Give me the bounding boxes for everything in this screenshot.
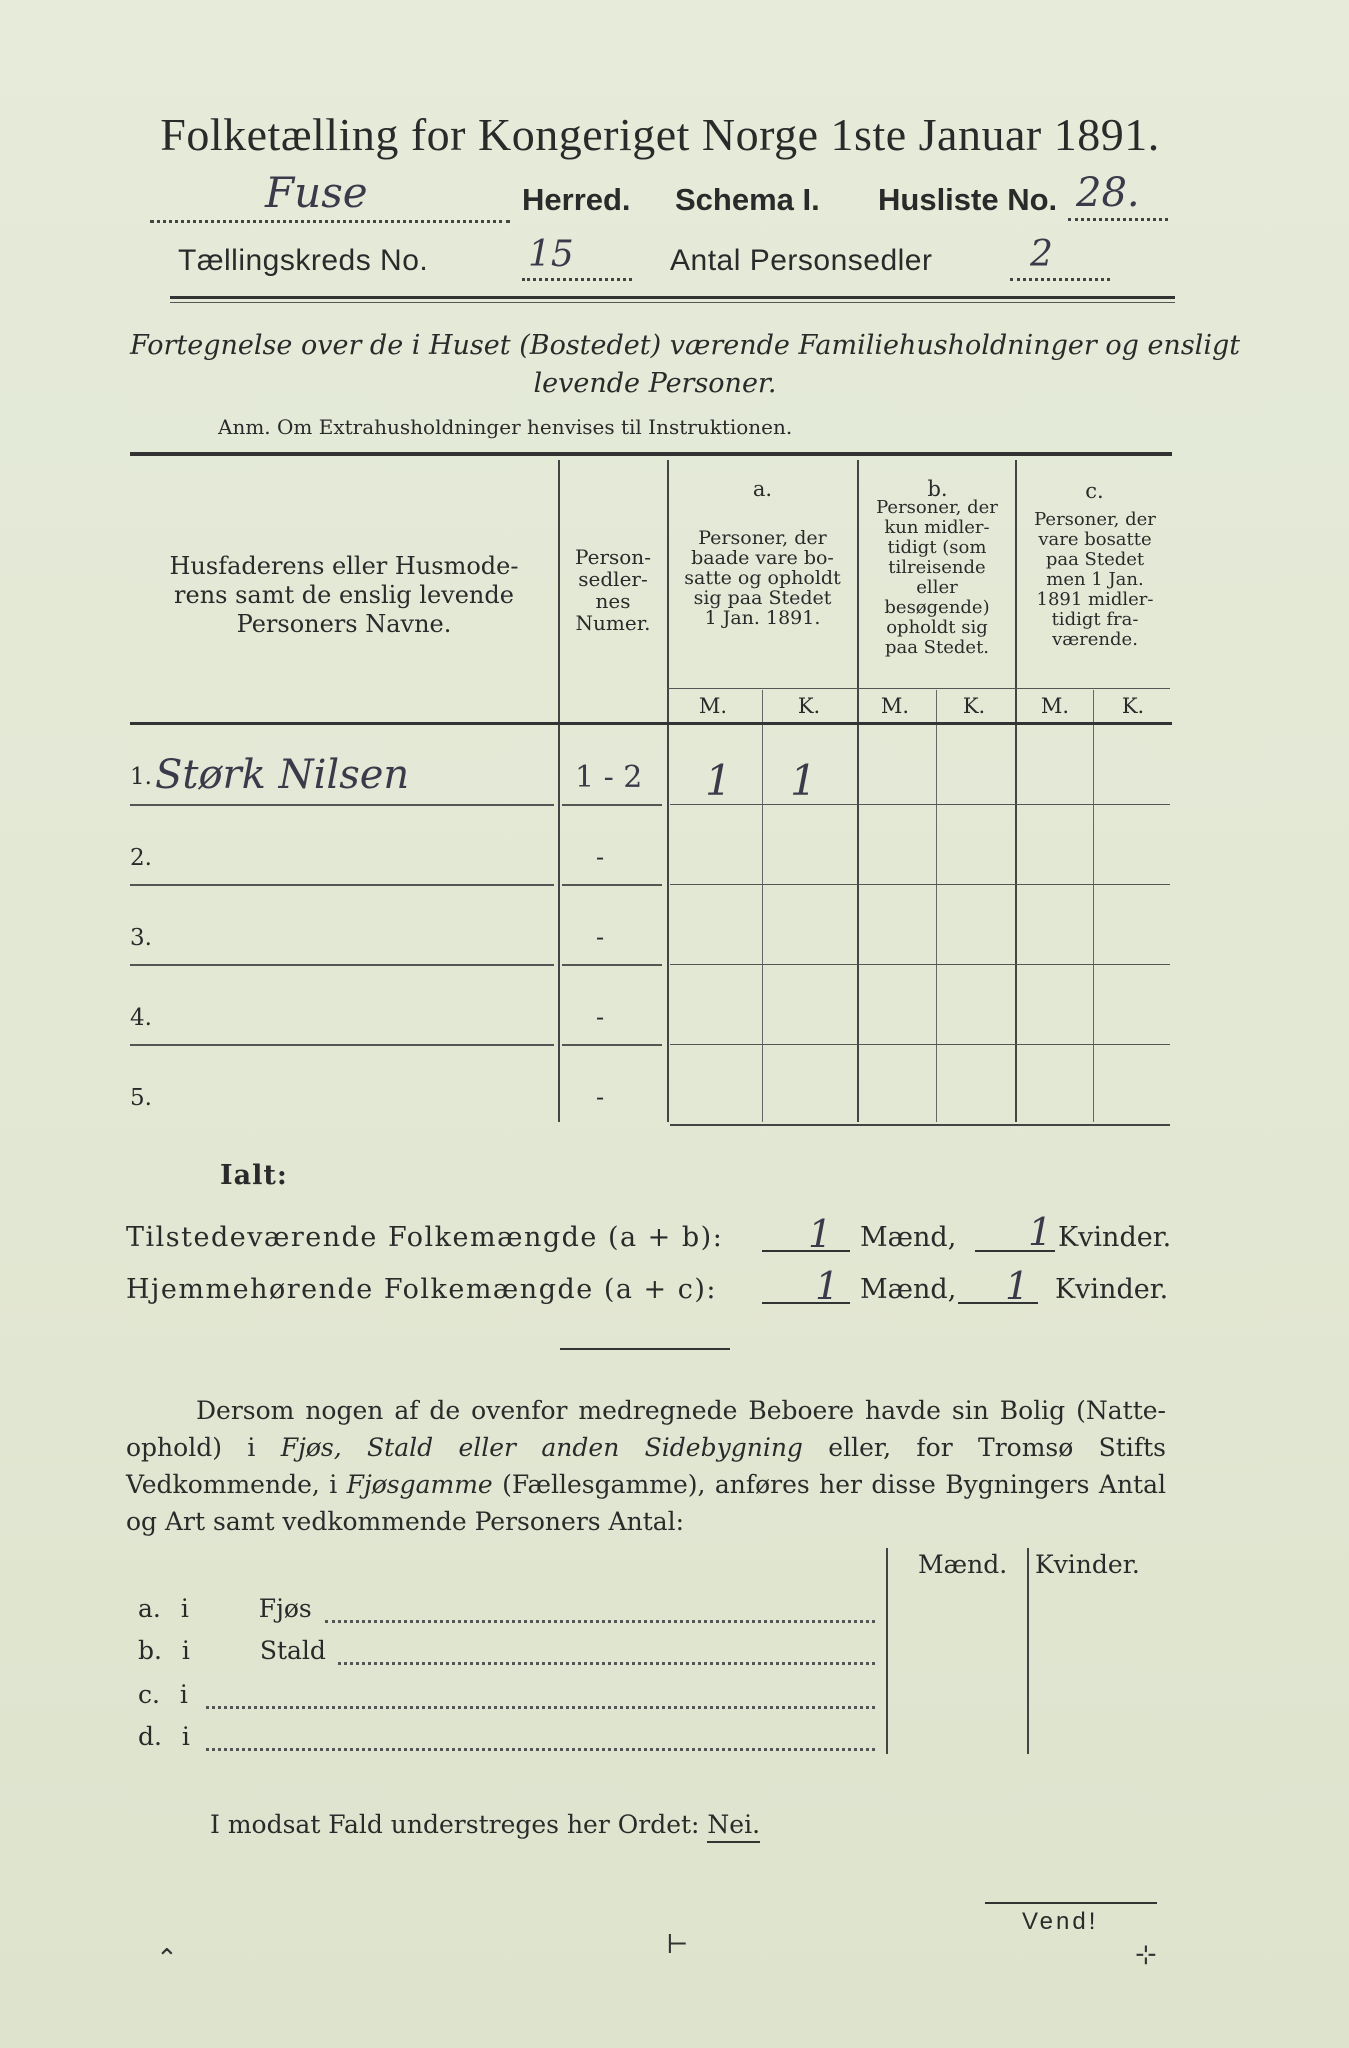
col-a-k: K. (797, 694, 821, 718)
herred-field (150, 168, 510, 223)
col-b-letter: b. (927, 477, 948, 501)
total-line2-m: 1 (815, 1264, 840, 1308)
row-number: 1. (130, 764, 152, 790)
husliste-label: Husliste No. (878, 182, 1058, 217)
nei-word: Nei. (707, 1810, 760, 1843)
herred-value: Fuse (265, 168, 368, 217)
separator-rule (560, 1348, 730, 1350)
kreds-field (522, 236, 632, 281)
kvinder-label: Kvinder. (1055, 1274, 1169, 1305)
row-line (670, 1044, 1170, 1045)
buildings-maend-header: Mænd. (918, 1550, 1008, 1579)
buildings-vline (1027, 1548, 1029, 1754)
row-line (130, 964, 554, 966)
kvinder-label: Kvinder. (1058, 1222, 1172, 1253)
total-line1-m-rule (762, 1250, 850, 1252)
header-rule-thin (170, 302, 1175, 303)
col-c-k: K. (1121, 694, 1145, 718)
kreds-value: 15 (528, 234, 574, 275)
husliste-value: 28. (1076, 170, 1140, 216)
row-line (670, 804, 1170, 805)
row-line (670, 884, 1170, 885)
header-bottom-rule (130, 722, 1172, 725)
row-a-k: 1 (790, 756, 817, 805)
building-dots-b (338, 1662, 875, 1665)
building-item-a: a. i Fjøs (138, 1594, 312, 1623)
schema-label: Schema I. (675, 182, 820, 217)
table-vline-mk (936, 690, 937, 1122)
subtitle-line1: Fortegnelse over de i Huset (Bostedet) værende Familiehusholdninger og ensligt (130, 330, 1241, 361)
building-item-b: b. i Stald (138, 1636, 326, 1665)
total-line1-m: 1 (808, 1212, 833, 1256)
row-number: 4. (130, 1005, 152, 1031)
row-persons: - (596, 843, 605, 871)
modsat-text: I modsat Fald understreges her Ordet: Nei. (210, 1810, 760, 1839)
building-dots-d (206, 1748, 875, 1751)
instructions-paragraph: Dersom nogen af de ovenfor medregnede Beboere havde sin Bolig (Natte-ophold) i Fjøs, Stald eller anden Sidebygning eller, for Tromsø Stifts Vedkommende, i Fjøsgamme (Fællesgamme), anføres her disse Bygningers Antal og Art samt vedkommende Personers Antal: (126, 1396, 1166, 1536)
sedler-field (1010, 236, 1110, 281)
row-name: Størk Nilsen (155, 752, 410, 798)
row-line (130, 1044, 554, 1046)
row-persons: 1 - 2 (575, 760, 643, 795)
kreds-label: Tællingskreds No. (178, 244, 429, 277)
maend-label: Mænd, (860, 1222, 957, 1253)
husliste-field (1068, 172, 1168, 221)
building-dots-c (206, 1706, 875, 1709)
row-line (670, 964, 1170, 965)
row-line (562, 964, 662, 966)
col-b-k: K. (962, 694, 986, 718)
col-a-m: M. (698, 694, 728, 718)
col-c-letter: c. (1085, 479, 1104, 503)
table-top-rule (130, 452, 1172, 456)
total-line2-label: Hjemmehørende Folkemængde (a + c): (126, 1274, 717, 1305)
col-b-header: Personer, der kun midler- tidigt (som tilreisende eller besøgende) opholdt sig paa Stedet. (876, 497, 998, 658)
col-c-m: M. (1040, 694, 1070, 718)
table-vline-mk (1093, 690, 1094, 1122)
row-number: 5. (130, 1085, 152, 1111)
vend-rule (985, 1902, 1157, 1904)
row-persons: - (596, 923, 605, 951)
header-rule (170, 296, 1175, 299)
herred-label: Herred. (522, 182, 631, 217)
table-vline (667, 460, 669, 1122)
building-dots-a (325, 1620, 875, 1623)
row-line (562, 1044, 662, 1046)
registration-mark-icon: ⊢ (666, 1930, 689, 1960)
row-persons: - (596, 1083, 605, 1111)
table-vline-mk (762, 690, 763, 1122)
vend-label: Vend! (1022, 1908, 1099, 1935)
col-name-header: Husfaderens eller Husmode- rens samt de enslig levende Personers Navne. (169, 552, 519, 638)
registration-mark-icon: ⌃ (156, 1944, 178, 1974)
col-b-m: M. (880, 694, 910, 718)
building-item-c: c. i (138, 1680, 188, 1709)
col-a-letter: a. (752, 477, 773, 501)
col-num-header: Person- sedler- nes Numer. (575, 545, 651, 635)
row-line (130, 804, 554, 806)
row-a-m: 1 (705, 756, 732, 805)
buildings-kvinder-header: Kvinder. (1035, 1550, 1140, 1579)
maend-label: Mænd, (860, 1274, 957, 1305)
mk-rule (668, 688, 1170, 689)
registration-mark-icon: ⊹ (1135, 1940, 1157, 1970)
col-c-header: Personer, der vare bosatte paa Stedet men 1 Jan. 1891 midler- tidigt fra- værende. (1034, 509, 1156, 650)
anm-note: Anm. Om Extrahusholdninger henvises til Instruktionen. (218, 415, 793, 439)
sedler-label: Antal Personsedler (670, 244, 933, 277)
row-line (562, 804, 662, 806)
building-item-d: d. i (138, 1722, 190, 1751)
col-a-header: Personer, der baade vare bo- satte og opholdt sig paa Stedet 1 Jan. 1891. (684, 527, 841, 629)
buildings-vline (886, 1548, 888, 1754)
form-title: Folketælling for Kongeriget Norge 1ste Januar 1891. (160, 109, 1160, 160)
total-line2-k: 1 (1005, 1264, 1030, 1308)
row-persons: - (596, 1003, 605, 1031)
sedler-value: 2 (1030, 234, 1053, 275)
row-line (130, 884, 554, 886)
ialt-label: Ialt: (220, 1160, 288, 1191)
subtitle-line2: levende Personer. (533, 368, 777, 399)
table-bottom-rule (670, 1124, 1170, 1126)
total-line1-label: Tilstedeværende Folkemængde (a + b): (126, 1222, 724, 1253)
row-number: 2. (130, 845, 152, 871)
row-number: 3. (130, 925, 152, 951)
row-line (562, 884, 662, 886)
total-line1-k: 1 (1028, 1210, 1053, 1254)
